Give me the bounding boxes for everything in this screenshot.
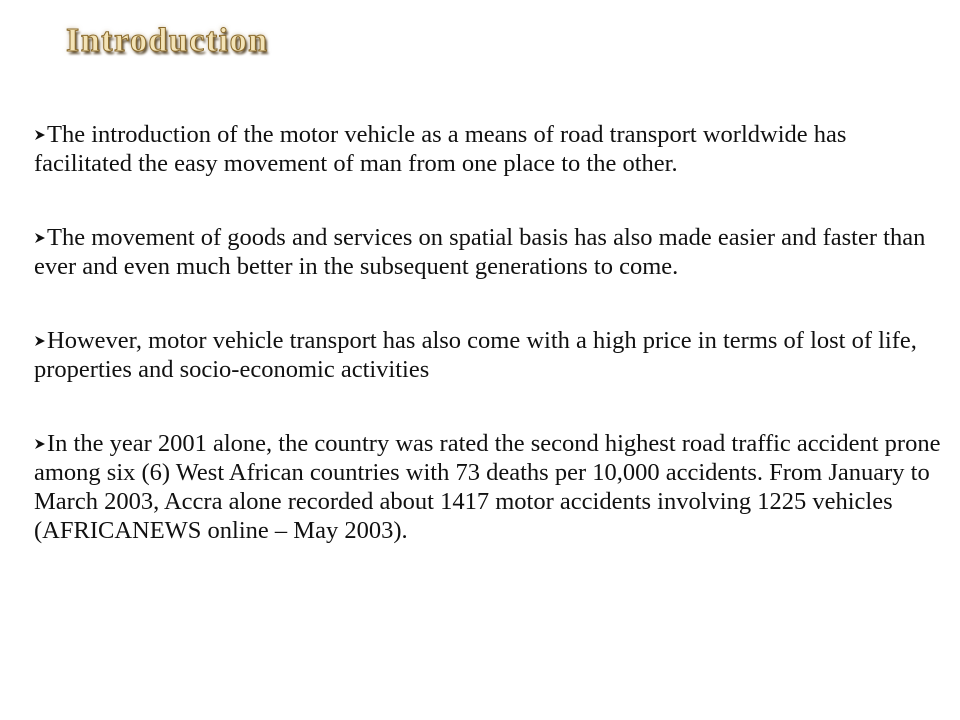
- arrowhead-bullet-icon: [34, 129, 46, 141]
- bullet-list: [34, 120, 944, 545]
- bullet-text: However, motor vehicle transport has also come with a high price in terms of lost of life, properties and socio-economic activities: [34, 327, 917, 383]
- bullet-item: [34, 429, 944, 545]
- bullet-text: The introduction of the motor vehicle as a means of road transport worldwide has facilitated the easy movement of man from one place to the other.: [34, 121, 847, 177]
- arrowhead-bullet-icon: [34, 438, 46, 450]
- bullet-text: The movement of goods and services on spatial basis has also made easier and faster than ever and even much better in the subsequent generations to come.: [34, 224, 926, 280]
- bullet-text: In the year 2001 alone, the country was rated the second highest road traffic accident prone among six (6) West African countries with 73 deaths per 10,000 accidents. From January to March 2003, Accra alone recorded about 1417 motor accidents involving 1225 vehicles (AFRICANEWS online – May 2003).: [34, 430, 941, 544]
- arrowhead-bullet-icon: [34, 335, 46, 347]
- bullet-item: [34, 223, 944, 281]
- arrowhead-bullet-icon: [34, 232, 46, 244]
- bullet-item: [34, 120, 944, 178]
- slide-title: Introduction: [66, 22, 269, 59]
- bullet-item: [34, 326, 944, 384]
